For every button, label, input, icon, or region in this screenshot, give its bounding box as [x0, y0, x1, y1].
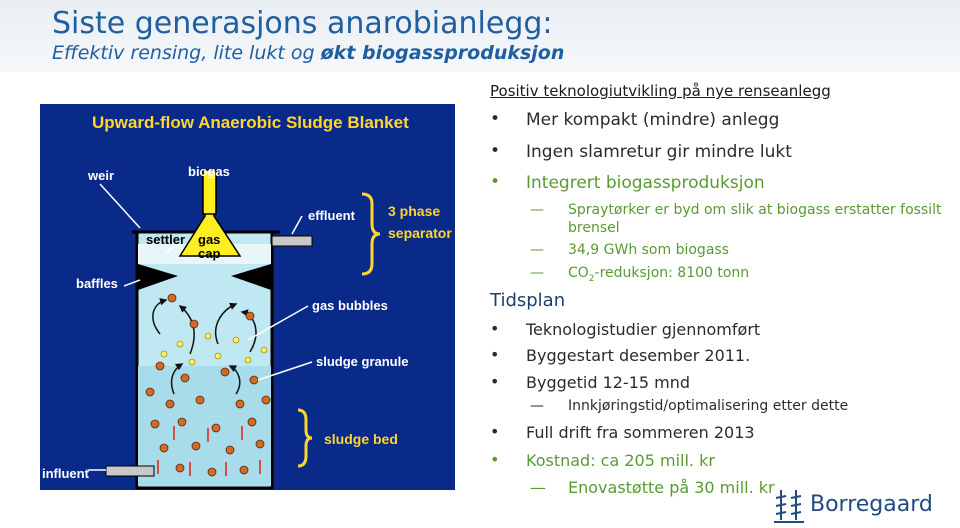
tree-logo-icon: [772, 486, 806, 524]
label-sludge-granule: sludge granule: [316, 354, 409, 369]
logo-wordmark: Borregaard: [810, 492, 933, 517]
label-effluent: effluent: [308, 208, 355, 223]
uasb-diagram: [40, 104, 455, 490]
dash-icon: —: [530, 265, 544, 281]
label-cap: cap: [198, 246, 221, 261]
slide-title: Siste generasjons anarobianlegg:: [52, 6, 553, 41]
label-influent: influent: [42, 466, 89, 481]
bullet-icon: •: [490, 109, 501, 129]
label-biogas: biogas: [188, 164, 230, 179]
label-settler: settler: [146, 232, 186, 247]
dash-icon: —: [530, 202, 544, 218]
dash-icon: —: [530, 478, 546, 497]
slide-header: [0, 0, 960, 72]
influent-pipe: [106, 466, 154, 476]
effluent-pipe: [272, 236, 312, 246]
subtitle-bold: økt biogassproduksjon: [320, 42, 565, 64]
diagram-title: Upward-flow Anaerobic Sludge Blanket: [92, 113, 409, 132]
dash-icon: —: [530, 398, 544, 414]
subtitle-prefix: Effektiv rensing, lite lukt og: [52, 42, 321, 64]
bullet-icon: •: [490, 450, 500, 469]
label-gas-bubbles: gas bubbles: [312, 298, 388, 313]
heading-tidsplan: Tidsplan: [490, 290, 566, 311]
label-3phase: 3 phase: [388, 203, 441, 219]
label-weir: weir: [88, 168, 115, 183]
bullet-icon: •: [490, 141, 501, 161]
label-gas: gas: [198, 232, 221, 247]
bullet-icon: •: [490, 172, 501, 192]
bullet-icon: •: [490, 319, 500, 338]
bullet-icon: •: [490, 345, 500, 364]
label-baffles: baffles: [76, 276, 118, 291]
borregaard-logo: [772, 484, 932, 524]
dash-icon: —: [530, 242, 544, 258]
heading-technology: Positiv teknologiutvikling på nye renseanlegg: [490, 82, 831, 100]
label-separator: separator: [388, 225, 452, 241]
slide-subtitle: [52, 42, 564, 64]
label-sludge-bed: sludge bed: [324, 431, 398, 447]
bullet-icon: •: [490, 422, 500, 441]
bullet-icon: •: [490, 372, 500, 391]
